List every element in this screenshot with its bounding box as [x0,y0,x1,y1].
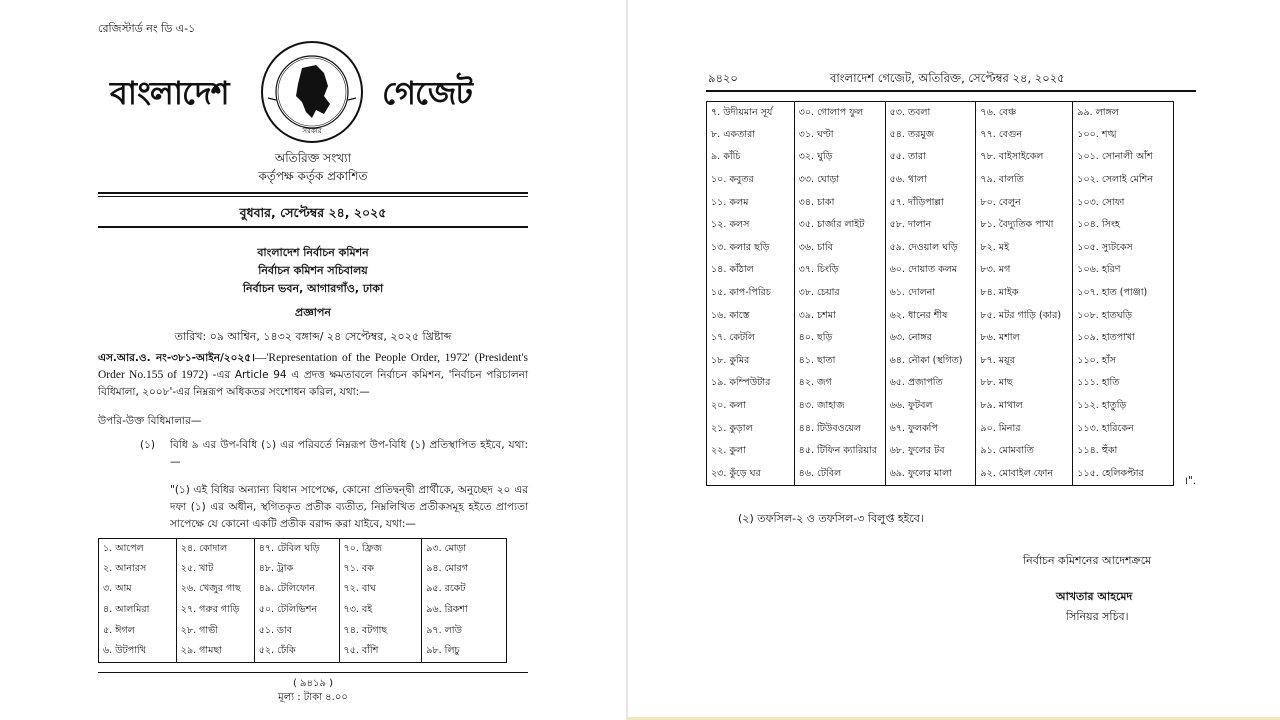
symbol-cell: ৬৮. ফুলের টব [885,440,976,463]
gazette-page-left [0,0,626,720]
symbol-cell: ৪৫. টিফিন ক্যারিয়ার [794,440,885,463]
symbol-cell: ৪৩. জাহাজ [794,395,885,418]
running-head-rule [706,90,1196,92]
symbol-cell: ৩. আম [99,580,177,601]
registration-number: রেজিস্টার্ড নং ডি এ-১ [98,22,196,35]
table-row [99,559,507,580]
office-address: নির্বাচন ভবন, আগারগাঁও, ঢাকা [242,282,384,295]
symbol-cell: ৪০. ছড়ি [794,327,885,350]
footer-rule [98,672,528,673]
symbol-cell: ৭০. ফ্রিজ [339,539,422,560]
symbol-cell: ৫৮. দালান [885,214,976,237]
symbol-cell: ৮. একতারা [707,124,795,147]
table-row [707,169,1174,192]
symbol-cell: ৬১. দোলনা [885,282,976,305]
gazette-masthead [110,38,530,148]
symbol-cell: ৭৩. বই [339,600,422,621]
symbol-cell: ১৭. কেটলি [707,327,795,350]
symbol-cell: ৬. উটপাখি [99,641,177,662]
sro-reference: এস.আর.ও. নং-৩৮১-আইন/২০২৫। [98,352,255,364]
symbol-cell: ৪১. ছাতা [794,350,885,373]
table-row [707,350,1174,373]
symbol-cell: ১১. কলম [707,192,795,215]
symbol-cell: ৬৯. ফুলের মালা [885,463,976,486]
symbol-cell: ২. আনারস [99,559,177,580]
symbol-cell: ১০৩. সোফা [1077,196,1125,208]
table-row [99,641,507,662]
symbol-cell: ৭৫. বাঁশি [339,641,422,662]
symbol-cell: ২৯. গামছা [176,641,254,662]
symbol-cell: ১২. কলস [707,214,795,237]
symbol-cell: ১০. কবুতর [707,169,795,192]
symbol-cell: ৯৬. রিকশা [426,604,468,616]
symbol-cell: ৮৩. মগ [976,260,1073,283]
item-1-number: (১) [140,439,156,451]
symbol-cell: ১০৫. স্যুটকেস [1077,241,1133,253]
symbol-cell: ৭৭. বেগুন [976,124,1073,147]
symbol-cell: ৬৫. প্রজাপতি [885,373,976,396]
symbol-cell: ৯১. মোমবাতি [976,440,1073,463]
symbol-cell: ৪৬. টেবিল [794,463,885,486]
table-row [707,192,1174,215]
symbol-cell: ৩৪. চাকা [794,192,885,215]
order-line: নির্বাচন কমিশনের আদেশক্রমে [1023,554,1152,567]
notice-date: তারিখ: ০৯ আশ্বিন, ১৪৩২ বঙ্গাব্দ/ ২৪ সেপ্টেম্বর, ২০২৫ খ্রিষ্টাব্দ [174,330,452,343]
table-row [707,373,1174,396]
table-row [707,282,1174,305]
symbol-cell: ১৮. কুমির [707,350,795,373]
symbol-cell: ৫. ঈগল [99,621,177,642]
secretariat-name: নির্বাচন কমিশন সচিবালয় [258,264,368,277]
symbol-cell: ৯৯. লাঙ্গল [1077,106,1119,118]
symbol-cell: ৪৯. টেলিফোন [254,580,339,601]
symbol-cell: ৩৫. চার্জার লাইট [794,214,885,237]
symbol-cell: ২১. কুড়াল [707,418,795,441]
symbol-cell: ৯৫. রকেট [426,583,466,595]
table-row [707,440,1174,463]
item-2-text: (২) তফসিল-২ ও তফসিল-৩ বিলুপ্ত হইবে। [738,512,924,525]
symbol-cell: ১০১. সোনালী আঁশ [1077,151,1153,163]
symbol-cell: ১৪. কাঁঠাল [707,260,795,283]
signatory-designation: সিনিয়র সচিব। [1066,610,1129,623]
symbol-cell: ২০. কলা [707,395,795,418]
item-1-text: বিধি ৯ এর উপ-বিধি (১) এর পরিবর্তে নিম্নরূপ উপ-বিধি (১) প্রতিস্থাপিত হইবে, যথা:— [170,439,528,468]
organization-name: বাংলাদেশ নির্বাচন কমিশন [257,246,369,259]
symbol-cell: ৬২. ধানের শীষ [885,305,976,328]
header-rule-top-thin [98,196,528,197]
symbol-cell: ১০৯. হাতপাখা [1077,332,1135,344]
symbol-cell: ১১৩. হারিকেন [1077,422,1134,434]
running-head: বাংলাদেশ গেজেট, অতিরিক্ত, সেপ্টেম্বর ২৪, ২০২৫ [830,71,1065,85]
symbol-cell: ৬৩. নোঙ্গর [885,327,976,350]
symbol-cell: ১১২. হাতুড়ি [1077,400,1127,412]
symbol-cell: ১০২. সেলাই মেশিন [1077,174,1153,186]
symbol-cell: ৮৯. মাথাল [976,395,1073,418]
symbol-cell: ৩৩. ঘোড়া [794,169,885,192]
signatory-name: আখতার আহমেদ [1056,590,1133,603]
table-row [707,305,1174,328]
symbols-table-right [706,101,1174,486]
table-row [707,395,1174,418]
page-number-right: ৯৪২০ [708,71,738,85]
symbol-cell: ৪২. জগ [794,373,885,396]
symbol-cell: ৭৬. বেঞ্চ [976,102,1073,125]
table-row [99,600,507,621]
symbol-cell: ৪. আলমিরা [99,600,177,621]
symbol-cell: ১৯. কম্পিউটার [707,373,795,396]
symbol-cell: ২৪. কোদাল [176,539,254,560]
symbol-cell: ৪৪. টিউবওয়েল [794,418,885,441]
symbol-cell: ৩৭. চিংড়ি [794,260,885,283]
symbol-cell: ৫১. ডাব [254,621,339,642]
symbol-cell: ২৩. কুঁড়ে ঘর [707,463,795,486]
symbol-cell: ৭৯. বালতি [976,169,1073,192]
seal-lettering: সরকার [302,127,322,135]
symbol-cell: ১০৬. হরিণ [1077,264,1121,276]
extra-issue-label: অতিরিক্ত সংখ্যা [274,151,352,165]
symbol-cell: ৬০. দোয়াত কলম [885,260,976,283]
table-row [707,327,1174,350]
symbol-cell: ৫২. ঢেঁকি [254,641,339,662]
government-seal-icon [258,38,366,146]
table-row [707,214,1174,237]
symbol-cell: ১৩. কলার ছড়ি [707,237,795,260]
table-closing-mark: ।". [1184,475,1197,487]
symbol-cell: ৫৩. তবলা [885,102,976,125]
symbol-cell: ৯. কাঁচি [707,147,795,170]
symbol-cell: ১১০. হাঁস [1077,354,1116,366]
notice-title: প্রজ্ঞাপন [295,306,331,319]
symbol-cell: ৭১. বক [339,559,422,580]
symbol-cell: ৫০. টেলিভিশন [254,600,339,621]
symbol-cell: ৯৮. লিচু [426,645,460,657]
symbol-cell: ২৭. গরুর গাড়ি [176,600,254,621]
symbol-cell: ৮০. বেলুন [976,192,1073,215]
symbol-cell: ২৬. খেজুর গাছ [176,580,254,601]
symbol-cell: ১১৫. হেলিকপ্টার [1077,467,1144,479]
symbol-cell: ২৮. গাভী [176,621,254,642]
gazette-page-right [628,0,1280,720]
table-row [707,124,1174,147]
price-label: মূল্য : টাকা ৪.০০ [278,692,348,703]
table-row [99,539,507,560]
symbol-cell: ৩৬. চাবি [794,237,885,260]
masthead-title-right: গেজেট [382,74,472,112]
symbol-cell: ৮৬. মশাল [976,327,1073,350]
symbol-cell: ৫৫. তারা [885,147,976,170]
symbol-cell: ৯২. মোবাইল ফোন [976,463,1073,486]
symbol-cell: ২৫. খাট [176,559,254,580]
header-rule-top [98,192,528,194]
published-by-label: কর্তৃপক্ষ কর্তৃক প্রকাশিত [258,169,368,183]
symbol-cell: ১০৭. হাত (পাঞ্জা) [1077,287,1148,299]
symbol-cell: ৫৯. দেওয়াল ঘড়ি [885,237,976,260]
symbol-cell: ৮১. বৈদ্যুতিক পাখা [976,214,1073,237]
symbol-cell: ৮৫. মটর গাড়ি (কার) [976,305,1073,328]
table-row [707,418,1174,441]
symbol-cell: ৯৭. লাউ [426,624,462,636]
symbol-cell: ৩২. ঘুড়ি [794,147,885,170]
symbols-table-left [98,538,507,663]
symbol-cell: ১১১. হাতি [1077,377,1120,389]
table-row [707,102,1174,125]
symbol-cell: ৩০. গোলাপ ফুল [794,102,885,125]
table-row [707,237,1174,260]
symbol-cell: ১৬. কাস্তে [707,305,795,328]
symbol-cell: ৬৪. নৌকা (স্থগিত) [885,350,976,373]
table-row [707,147,1174,170]
symbol-cell: ৮২. মই [976,237,1073,260]
symbol-cell: ৭২. বাঘ [339,580,422,601]
symbol-cell: ৩৮. চেয়ার [794,282,885,305]
page-number-left: ( ৯৪১৯ ) [292,678,334,689]
symbol-cell: ৩৯. চশমা [794,305,885,328]
notice-paragraph-1 [98,350,528,401]
symbol-cell: ৬৬. ফুটবল [885,395,976,418]
symbol-cell: ৭. উদীয়মান সূর্য [707,102,795,125]
quoted-rule: "(১) এই বিধির অন্যান্য বিধান সাপেক্ষে, কোনো প্রতিদ্বন্দ্বী প্রার্থীকে, অনুচ্ছেদ ২০ এর দফা (১) এর অধীন, স্থগিতকৃত প্রতীক ব্যতীত, নিম্নলিখিত প্রতীকসমূহ হইতে প্রাপ্যতা সাপেক্ষে যে কোনো একটি প্রতীক বরাদ্দ করা যাইবে, যথা:— [170,484,528,530]
symbol-cell: ৪৭. টেবিল ঘড়ি [254,539,339,560]
symbol-cell: ৫৭. দাঁড়িপাল্লা [885,192,976,215]
issue-date: বুধবার, সেপ্টেম্বর ২৪, ২০২৫ [239,205,387,220]
symbol-cell: ৮৮. মাছ [976,373,1073,396]
notice-paragraph-2: উপরি-উক্ত বিধিমালার— [98,415,202,427]
symbol-cell: ১০৪. সিংহ [1077,219,1120,231]
symbol-cell: ৫৪. তরমুজ [885,124,976,147]
act-name: —'Representation of the People Order, 1972' [254,352,470,364]
symbol-cell: ১০৮. হাতঘড়ি [1077,309,1133,321]
symbol-cell: ৬৭. ফুলকপি [885,418,976,441]
symbol-cell: ১১৪. হুঁকা [1077,445,1118,457]
symbol-cell: ১০০. শঙ্খ [1077,128,1117,140]
symbol-cell: ৩১. ঘণ্টা [794,124,885,147]
symbol-cell: ৯০. মিনার [976,418,1073,441]
symbol-cell: ৭৮. বাইসাইকেল [976,147,1073,170]
symbol-cell: ৮৭. ময়ূর [976,350,1073,373]
masthead-title-left: বাংলাদেশ [110,74,229,112]
symbol-cell: ৯৩. মোড়া [426,542,467,554]
paragraph-1-rest: -এর Article 94 এ প্রদত্ত ক্ষমতাবলে নির্বাচন কমিশন, 'নির্বাচন পরিচালনা বিধিমালা, ২০০৮'-এর নিম্নরূপ অধিকতর সংশোধন করিল, যথা:— [98,369,528,398]
table-row [707,463,1174,486]
symbol-cell: ২২. কুলা [707,440,795,463]
symbol-cell: ৪৮. ট্রাক [254,559,339,580]
symbol-cell: ১. আপেল [99,539,177,560]
symbol-cell: ১৫. কাপ-পিরিচ [707,282,795,305]
table-row [707,260,1174,283]
table-row [99,621,507,642]
symbol-cell: ৯৪. মোরগ [426,562,468,574]
symbol-cell: ৭৪. বটগাছ [339,621,422,642]
act-order: (President's Order No.155 of 1972) [98,352,528,381]
symbol-cell: ৮৪. মাইক [976,282,1073,305]
symbol-cell: ৫৬. থালা [885,169,976,192]
header-rule-bottom [98,226,528,228]
table-row [99,580,507,601]
